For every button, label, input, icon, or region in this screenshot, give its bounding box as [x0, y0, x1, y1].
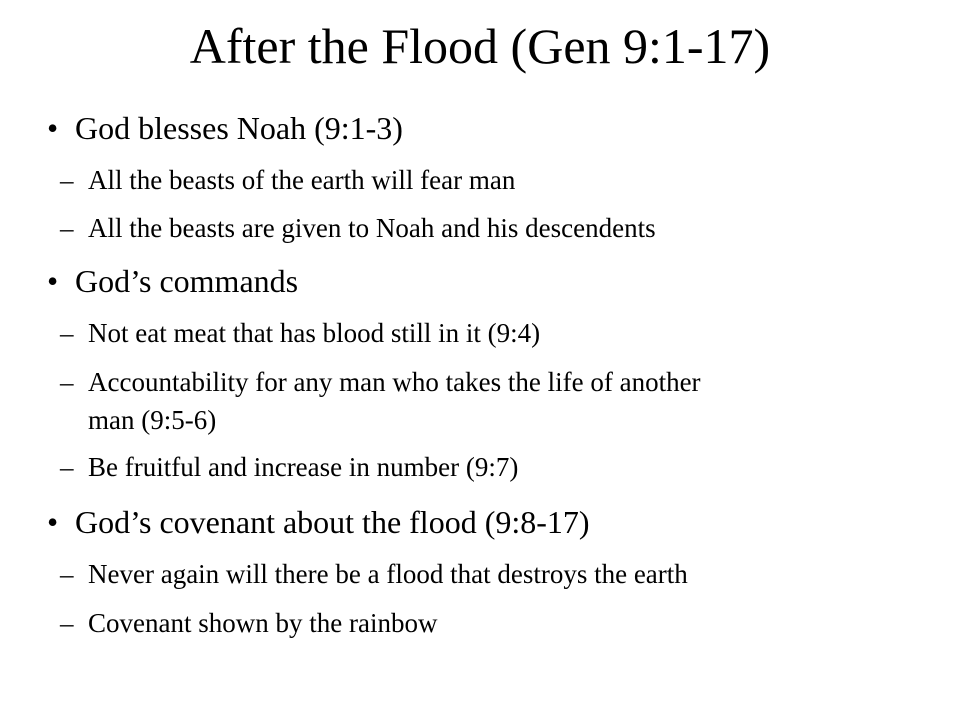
sub-item-text: All the beasts are given to Noah and his descendents [88, 213, 656, 243]
dash-marker: – [60, 213, 74, 243]
dash-marker: – [60, 559, 74, 589]
dash-marker: – [60, 367, 74, 397]
bullet-marker: • [47, 263, 59, 299]
dash-marker: – [60, 318, 74, 348]
sub-item-text: Never again will there be a flood that destroys the earth [88, 559, 688, 589]
dash-marker: – [60, 452, 74, 482]
sub-item-text: Be fruitful and increase in number (9:7) [88, 452, 519, 482]
dash-marker: – [60, 608, 74, 638]
section-heading: God’s covenant about the flood (9:8-17) [75, 504, 590, 540]
dash-marker: – [60, 165, 74, 195]
sub-item-text: Accountability for any man who takes the life of another [88, 367, 701, 397]
sub-item-text: Covenant shown by the rainbow [88, 608, 438, 638]
section-heading: God’s commands [75, 263, 299, 299]
sub-item-text: Not eat meat that has blood still in it (9:4) [88, 318, 541, 348]
bullet-marker: • [47, 504, 59, 540]
bullet-marker: • [47, 110, 59, 146]
sub-item-text: All the beasts of the earth will fear man [88, 165, 516, 195]
slide-title: After the Flood (Gen 9:1-17) [189, 18, 771, 74]
section-heading: God blesses Noah (9:1-3) [75, 110, 403, 146]
sub-item-text: man (9:5-6) [88, 405, 217, 435]
